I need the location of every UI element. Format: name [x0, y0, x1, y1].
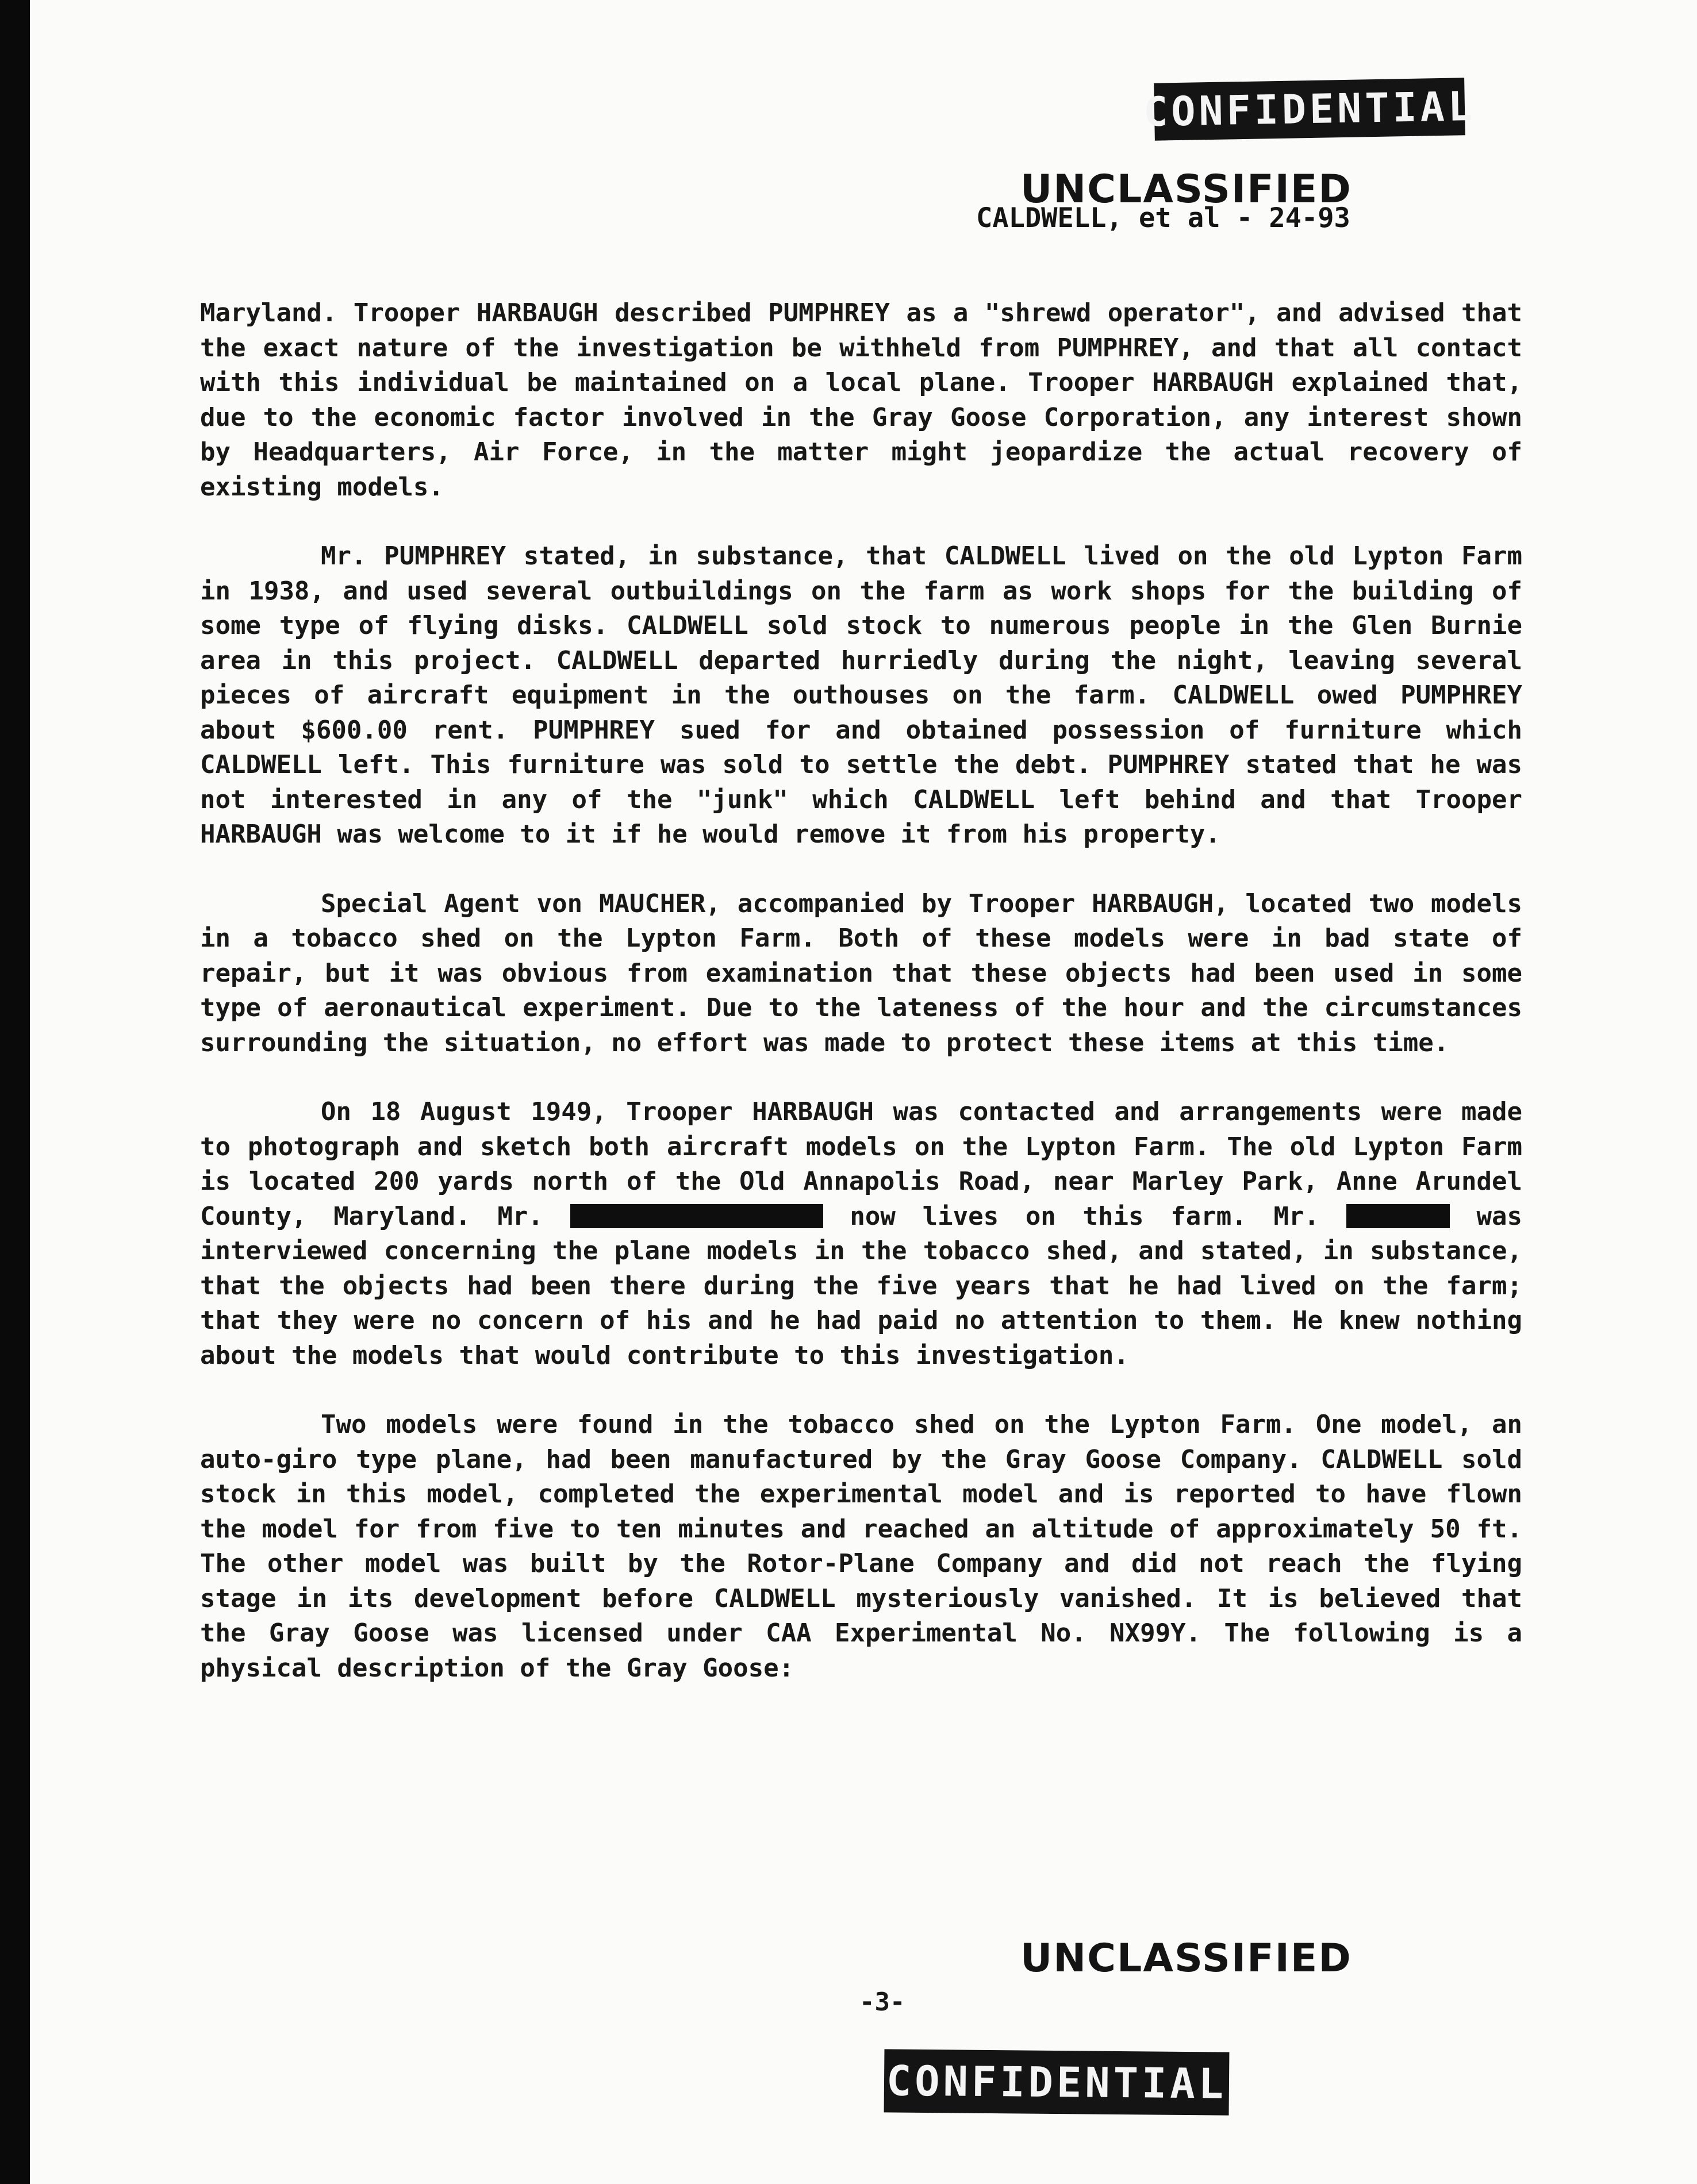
redaction-bar	[1346, 1204, 1450, 1228]
confidential-stamp-bottom: CONFIDENTIAL	[884, 2049, 1230, 2115]
paragraph-4-part-2: now lives on this farm. Mr.	[850, 1201, 1319, 1231]
scan-edge	[0, 0, 30, 2184]
document-body	[200, 296, 1522, 1720]
paragraph-5: Two models were found in the tobacco shed on the Lypton Farm. One model, an auto-giro type plane, had been manufactured by the Gray Goose Company. CALDWELL sold stock in this model, completed the experimental model and is reported to have flown the model for from five to ten minutes and reached an altitude of approximately 50 ft. The other model was built by the Rotor-Plane Company and did not reach the flying stage in its development before CALDWELL mysteriously vanished. It is believed that the Gray Goose was licensed under CAA Experimental No. NX99Y. The following is a physical description of the Gray Goose:	[200, 1410, 1522, 1683]
confidential-stamp-top: CONFIDENTIAL	[1154, 78, 1465, 140]
page-number: -3-	[859, 1987, 905, 2017]
paragraph-1: Maryland. Trooper HARBAUGH described PUMPHREY as a "shrewd operator", and advised that the exact nature of the investigation be withheld from PUMPHREY, and that all contact with this individual be maintained on a local plane. Trooper HARBAUGH explained that, due to the economic factor involved in the Gray Goose Corporation, any interest shown by Headquarters, Air Force, in the matter might jeopardize the actual recovery of existing models.	[200, 298, 1522, 502]
paragraph-4-part-3: was interviewed concerning the plane models in the tobacco shed, and stated, in substance, that the objects had been there during the five years that he had lived on the farm; that they were no concern of his and he had paid no attention to them. He knew nothing about the models that would contribute to this investigation.	[200, 1201, 1522, 1370]
unclassified-stamp-bottom: UNCLASSIFIED	[1020, 1936, 1352, 1981]
paragraph-2: Mr. PUMPHREY stated, in substance, that CALDWELL lived on the old Lypton Farm in 1938, and used several outbuildings on the farm as work shops for the building of some type of flying disks. CALDWELL sold stock to numerous people in the Glen Burnie area in this project. CALDWELL departed hurriedly during the night, leaving several pieces of aircraft equipment in the outhouses on the farm. CALDWELL owed PUMPHREY about $600.00 rent. PUMPHREY sued for and obtained possession of furniture which CALDWELL left. This furniture was sold to settle the debt. PUMPHREY stated that he was not interested in any of the "junk" which CALDWELL left behind and that Trooper HARBAUGH was welcome to it if he would remove it from his property.	[200, 541, 1522, 849]
paragraph-4	[200, 1095, 1522, 1373]
paragraph-4-part-1: On 18 August 1949, Trooper HARBAUGH was contacted and arrangements were made to photograph and sketch both aircraft models on the Lypton Farm. The old Lypton Farm is located 200 yards north of the Old Annapolis Road, near Marley Park, Anne Arundel County, Maryland. Mr.	[200, 1097, 1522, 1231]
file-reference: CALDWELL, et al - 24-93	[976, 202, 1350, 234]
unclassified-stamp-top: UNCLASSIFIED	[1020, 167, 1352, 212]
paragraph-3: Special Agent von MAUCHER, accompanied by Trooper HARBAUGH, located two models in a tobacco shed on the Lypton Farm. Both of these models were in bad state of repair, but it was obvious from examination that these objects had been used in some type of aeronautical experiment. Due to the lateness of the hour and the circumstances surrounding the situation, no effort was made to protect these items at this time.	[200, 889, 1522, 1058]
redaction-bar	[570, 1204, 823, 1228]
